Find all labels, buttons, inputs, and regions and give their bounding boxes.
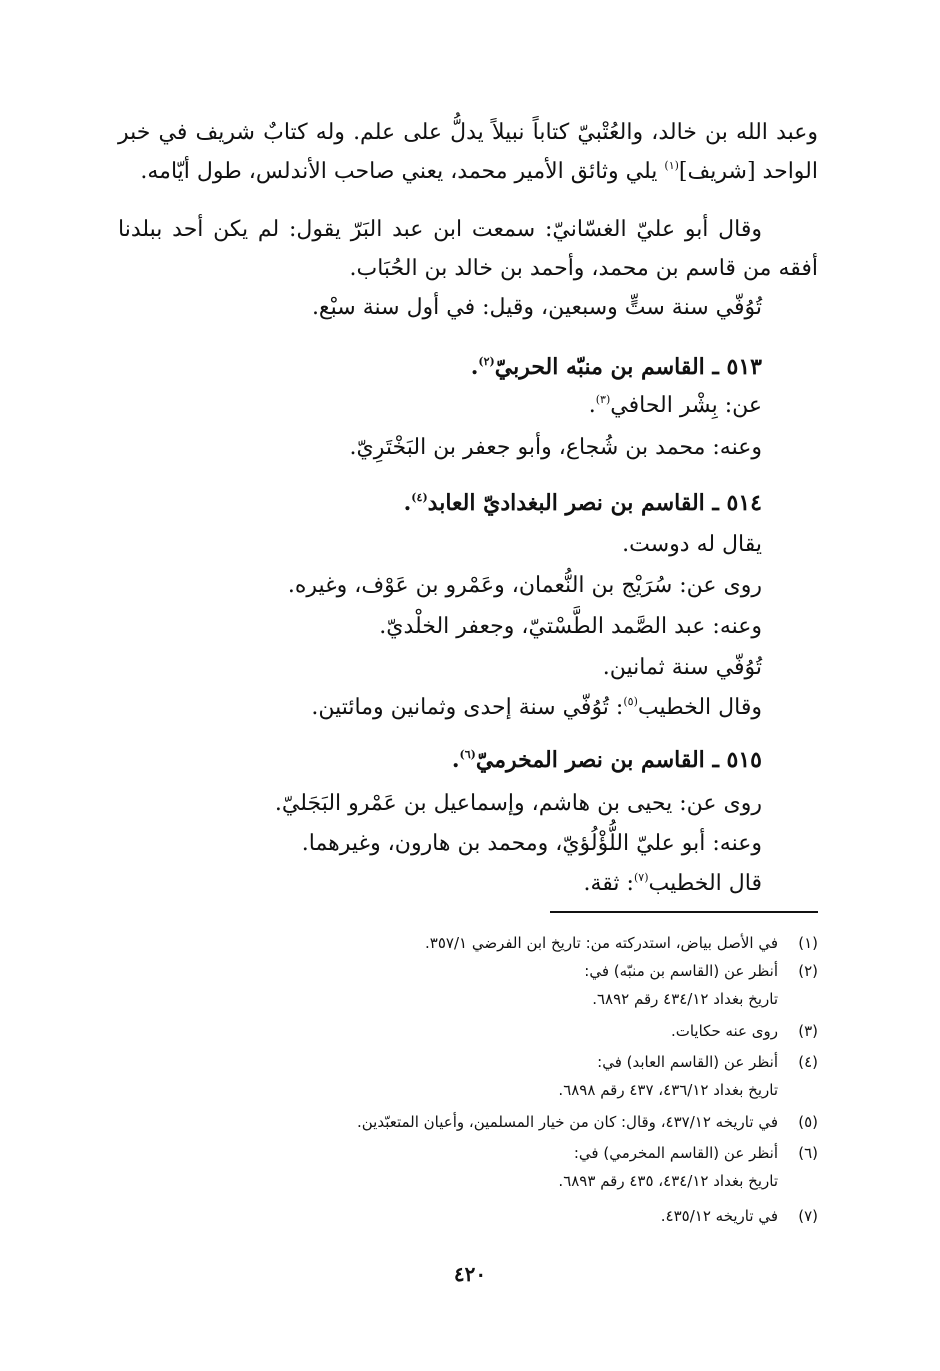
footnote: (٤)أنظر عن (القاسم العابد) في: xyxy=(597,1053,818,1071)
footnote-marker: (٧) xyxy=(633,871,649,884)
text-line: الواحد [شريف]$^{(١)}$ يلي وثائق الأمير محمد، يعني صاحب الأندلس، طول أيّامه. xyxy=(140,159,818,184)
text-line: وقال أبو عليّ الغسّانيّ: سمعت ابن عبد البَرّ يقول: لم يكن أحد ببلدنا xyxy=(118,217,762,242)
footnote-separator xyxy=(550,911,818,913)
footnote-continuation: تاريخ بغداد ٤٣٤/١٢ رقم ٦٨٩٢. xyxy=(592,990,778,1008)
footnote-continuation: تاريخ بغداد ٤٣٦/١٢، ٤٣٧ رقم ٦٨٩٨. xyxy=(558,1081,778,1099)
text-line: قال الخطيب$^{(٧)}$: ثقة. xyxy=(583,871,762,896)
text-line: تُوُفّي سنة ستٍّ وسبعين، وقيل: في أول سنة سبْع. xyxy=(311,295,762,320)
footnote: (٣)روى عنه حكايات. xyxy=(670,1022,818,1040)
footnote-marker: (٤) xyxy=(411,491,428,504)
footnote-marker: (١) xyxy=(664,159,679,172)
text-line: وقال الخطيب$^{(٥)}$: تُوُفّي سنة إحدى وثمانين ومائتين. xyxy=(311,695,762,720)
text-line: وعنه: أبو عليّ اللُّؤْلُؤيّ، ومحمد بن هارون، وغيرهما. xyxy=(301,831,762,856)
entry-heading: ٥١٤ ـ القاسم بن نصر البغداديّ العابد$^{(٤)}$. xyxy=(403,490,762,516)
text-line: عن: بِشْر الحافي$^{(٣)}$. xyxy=(588,393,762,418)
footnote-marker: (٢) xyxy=(478,355,495,368)
text-line: وعنه: محمد بن شُجاع، وأبو جعفر بن البَخْتَرِيّ. xyxy=(349,435,762,460)
footnote-marker: (٦) xyxy=(459,748,476,761)
footnote: (٧)في تاريخه ٤٣٥/١٢. xyxy=(660,1207,818,1225)
text-line: أفقه من قاسم بن محمد، وأحمد بن خالد بن الحُبَاب. xyxy=(349,256,818,281)
text-line: تُوُفّي سنة ثمانين. xyxy=(602,655,762,680)
footnote-marker: (٥) xyxy=(623,695,638,708)
footnote-marker: (٣) xyxy=(595,393,611,406)
text-line: يقال له دوست. xyxy=(622,532,762,557)
footnote: (٦)أنظر عن (القاسم المخرمي) في: xyxy=(573,1144,818,1162)
entry-heading: ٥١٣ ـ القاسم بن منبّه الحربيّ$^{(٢)}$. xyxy=(470,354,762,380)
footnote: (٢)أنظر عن (القاسم بن منبّه) في: xyxy=(584,962,818,980)
page-number: ٤٢٠ xyxy=(453,1262,487,1286)
entry-heading: ٥١٥ ـ القاسم بن نصر المخرميّ$^{(٦)}$. xyxy=(451,747,762,773)
footnote: (٥)في تاريخه ٤٣٧/١٢، وقال: كان من خيار المسلمين، وأعيان المتعبّدين. xyxy=(356,1113,818,1131)
text-line: روى عن: سُرَيْج بن النُّعمان، وعَمْرو بن عَوْف، وغيره. xyxy=(287,573,762,598)
footnote-continuation: تاريخ بغداد ٤٣٤/١٢، ٤٣٥ رقم ٦٨٩٣. xyxy=(558,1172,778,1190)
text-line: وعبد الله بن خالد، والعُتْبيّ كتاباً نبيلاً يدلُّ على علم. وله كتابٌ شريف في خبر xyxy=(118,120,818,145)
text-line: روى عن: يحيى بن هاشم، وإسماعيل بن عَمْرو البَجَليّ. xyxy=(274,791,762,816)
text-line: وعنه: عبد الصَّمد الطَّسْتيّ، وجعفر الخلْديّ. xyxy=(379,614,762,639)
footnote: (١)في الأصل بياض، استدركته من: تاريخ ابن الفرضي ٣٥٧/١. xyxy=(425,934,818,952)
